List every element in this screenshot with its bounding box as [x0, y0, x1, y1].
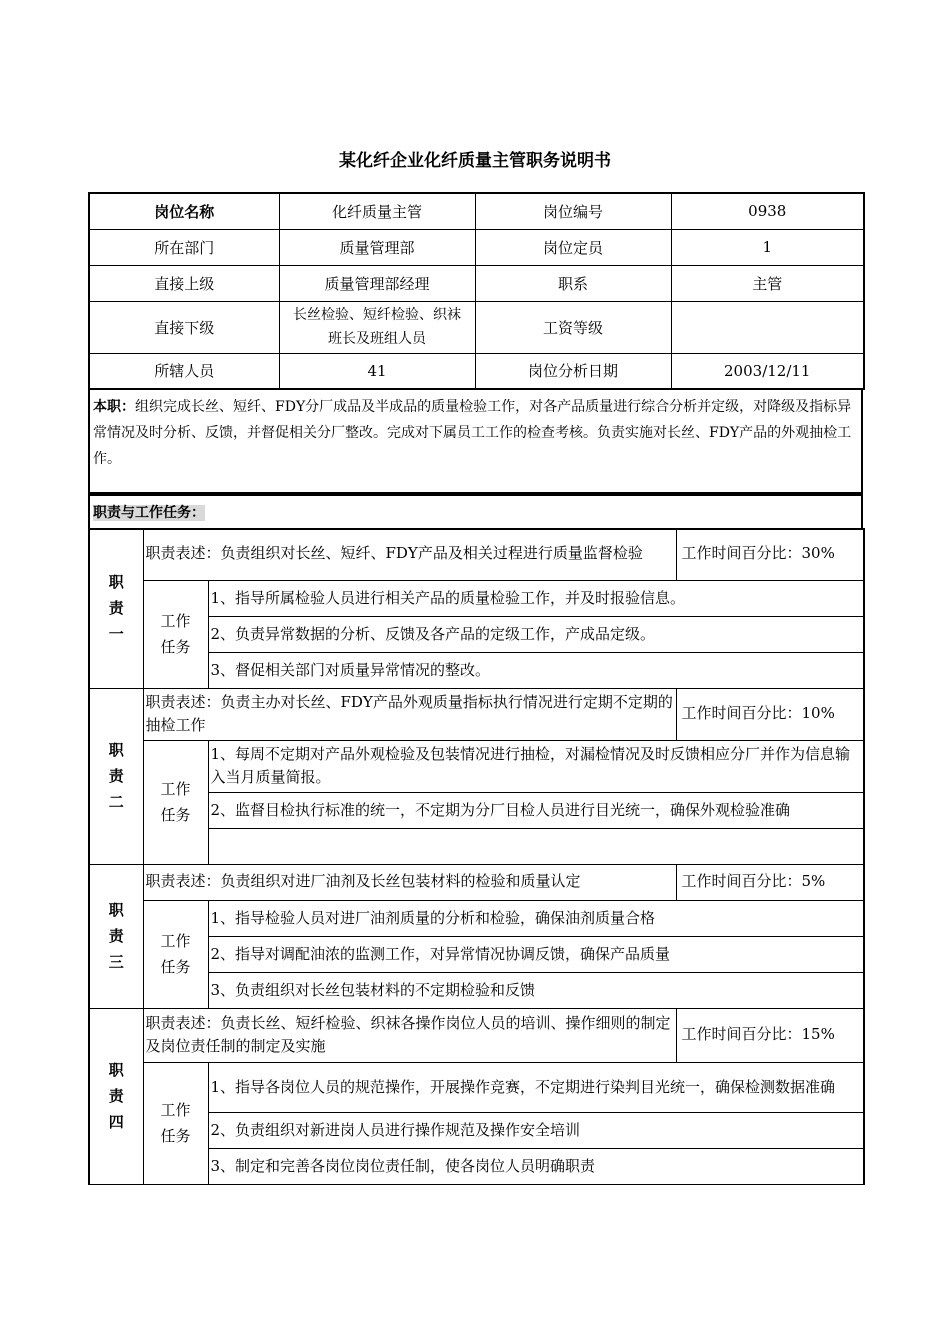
duty-4-task-label: 工作任务	[143, 1062, 208, 1184]
duty-2-task-1: 1、每周不定期对产品外观检验及包装情况进行抽检，对漏检情况及时反馈相应分厂并作为信息输入当月质量简报。	[208, 740, 864, 792]
duty-1-title: 职责一	[89, 528, 143, 688]
label-direct-superior: 直接上级	[89, 265, 279, 301]
duty-3-task-label: 工作任务	[143, 900, 208, 1008]
job-info-table	[88, 192, 865, 390]
duty-3-task-3: 3、负责组织对长丝包装材料的不定期检验和反馈	[208, 972, 864, 1008]
duty-1-task-3: 3、督促相关部门对质量异常情况的整改。	[208, 652, 864, 688]
duty-2-task-2: 2、监督目检执行标准的统一，不定期为分厂目检人员进行目光统一，确保外观检验准确	[208, 792, 864, 828]
duty-2-description: 职责表述：负责主办对长丝、FDY产品外观质量指标执行情况进行定期不定期的抽检工作	[143, 688, 676, 740]
duty-1-task-1: 1、指导所属检验人员进行相关产品的质量检验工作，并及时报验信息。	[208, 580, 864, 616]
duty-2-task-label: 工作任务	[143, 740, 208, 864]
duty-1-description: 职责表述：负责组织对长丝、短纤、FDY产品及相关过程进行质量监督检验	[143, 528, 676, 580]
duty-3-time-percent: 工作时间百分比：5%	[676, 864, 864, 900]
duty-3-task-2: 2、指导对调配油浓的监测工作，对异常情况协调反馈，确保产品质量	[208, 936, 864, 972]
duty-2-table	[88, 688, 865, 865]
value-staff-count: 41	[279, 353, 475, 389]
label-staff-count: 所辖人员	[89, 353, 279, 389]
responsibilities-header-label: 职责与工作任务：	[93, 505, 205, 521]
label-direct-subordinates: 直接下级	[89, 301, 279, 353]
duty-1-task-label: 工作任务	[143, 580, 208, 688]
document-title: 某化纤企业化纤质量主管职务说明书	[339, 151, 611, 171]
value-direct-superior: 质量管理部经理	[279, 265, 475, 301]
duty-3-description: 职责表述：负责组织对进厂油剂及长丝包装材料的检验和质量认定	[143, 864, 676, 900]
value-department: 质量管理部	[279, 229, 475, 265]
label-job-name: 岗位名称	[89, 193, 279, 229]
duty-2-title: 职责二	[89, 688, 143, 864]
summary-label: 本职：	[93, 399, 135, 415]
duty-3-table	[88, 864, 865, 1009]
responsibilities-header	[88, 494, 863, 530]
label-analysis-date: 岗位分析日期	[475, 353, 671, 389]
duty-1-task-2: 2、负责异常数据的分析、反馈及各产品的定级工作，产成品定级。	[208, 616, 864, 652]
duty-4-title: 职责四	[89, 1008, 143, 1184]
duty-2-time-percent: 工作时间百分比：10%	[676, 688, 864, 740]
label-department: 所在部门	[89, 229, 279, 265]
value-analysis-date: 2003/12/11	[671, 353, 864, 389]
duty-3-title: 职责三	[89, 864, 143, 1008]
duty-4-table	[88, 1008, 865, 1185]
duty-1-time-percent: 工作时间百分比：30%	[676, 528, 864, 580]
label-headcount: 岗位定员	[475, 229, 671, 265]
value-salary-grade	[671, 301, 864, 353]
value-job-family: 主管	[671, 265, 864, 301]
duty-4-time-percent: 工作时间百分比：15%	[676, 1008, 864, 1062]
job-summary	[88, 388, 863, 494]
duty-1-table	[88, 528, 865, 689]
duty-2-task-3	[208, 828, 864, 864]
label-job-code: 岗位编号	[475, 193, 671, 229]
value-job-name: 化纤质量主管	[279, 193, 475, 229]
label-salary-grade: 工资等级	[475, 301, 671, 353]
duty-4-task-3: 3、制定和完善各岗位岗位责任制，使各岗位人员明确职责	[208, 1148, 864, 1184]
duty-4-description: 职责表述：负责长丝、短纤检验、织袜各操作岗位人员的培训、操作细则的制定及岗位责任制的制定及实施	[143, 1008, 676, 1062]
duty-4-task-2: 2、负责组织对新进岗人员进行操作规范及操作安全培训	[208, 1112, 864, 1148]
duty-4-task-1: 1、指导各岗位人员的规范操作，开展操作竞赛，不定期进行染判目光统一，确保检测数据准确	[208, 1062, 864, 1112]
duty-3-task-1: 1、指导检验人员对进厂油剂质量的分析和检验，确保油剂质量合格	[208, 900, 864, 936]
value-direct-subordinates: 长丝检验、短纤检验、织袜班长及班组人员	[279, 301, 475, 353]
label-job-family: 职系	[475, 265, 671, 301]
value-headcount: 1	[671, 229, 864, 265]
value-job-code: 0938	[671, 193, 864, 229]
summary-text: 组织完成长丝、短纤、FDY分厂成品及半成品的质量检验工作，对各产品质量进行综合分析并定级，对降级及指标异常情况及时分析、反馈，并督促相关分厂整改。完成对下属员工工作的检查考核。负责实施对长丝、FDY产品的外观抽检工作。	[93, 399, 852, 467]
